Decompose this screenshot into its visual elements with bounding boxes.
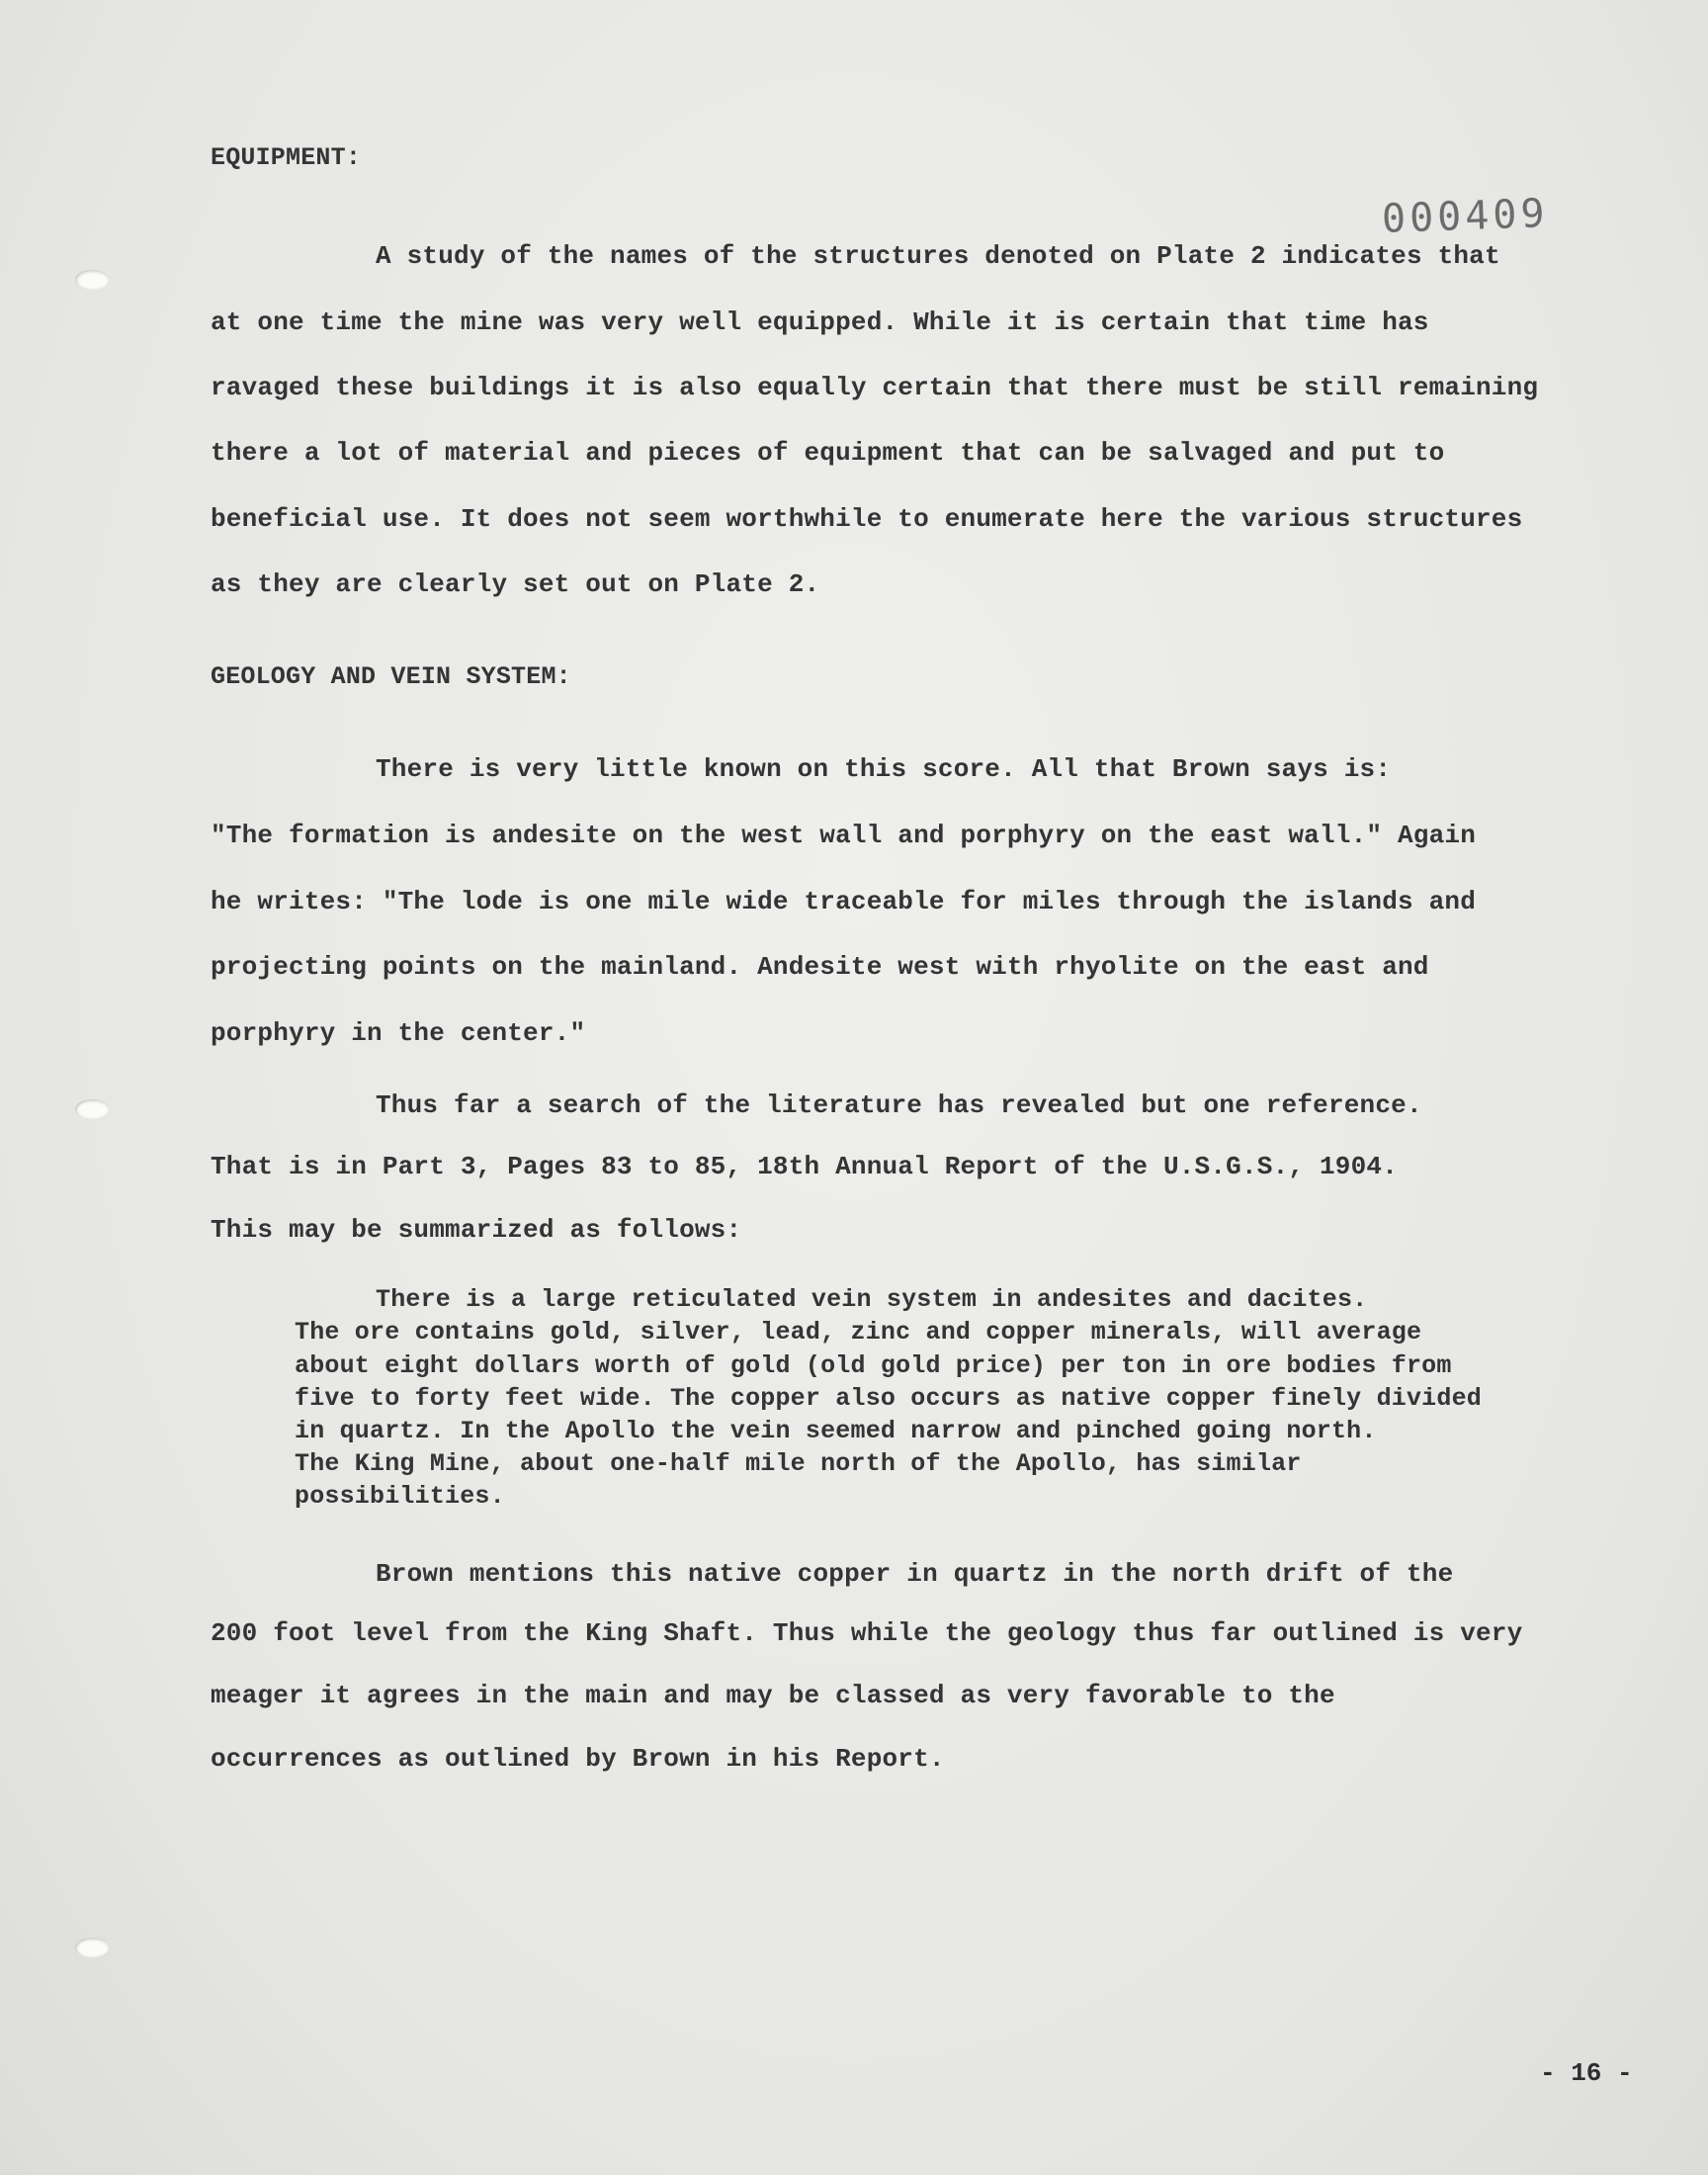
paragraph-line: A study of the names of the structures denoted on Plate 2 indicates that <box>376 241 1500 271</box>
section-heading-geology: GEOLOGY AND VEIN SYSTEM: <box>211 662 571 691</box>
paragraph-line: ravaged these buildings it is also equally certain that there must be still remaining <box>211 373 1539 402</box>
punch-hole <box>75 270 109 290</box>
document-number-stamp: 000409 <box>1381 191 1550 242</box>
paragraph-line: Thus far a search of the literature has revealed but one reference. <box>376 1090 1422 1120</box>
paragraph-line: as they are clearly set out on Plate 2. <box>211 569 820 599</box>
paragraph-line: 200 foot level from the King Shaft. Thus while the geology thus far outlined is very <box>211 1618 1523 1648</box>
punch-hole <box>75 1938 109 1958</box>
paragraph-line: meager it agrees in the main and may be classed as very favorable to the <box>211 1681 1335 1710</box>
block-quote-line: in quartz. In the Apollo the vein seemed narrow and pinched going north. <box>295 1417 1377 1445</box>
block-quote-line: The ore contains gold, silver, lead, zinc and copper minerals, will average <box>295 1318 1422 1347</box>
paragraph-line: there a lot of material and pieces of equipment that can be salvaged and put to <box>211 438 1445 468</box>
section-heading-equipment: EQUIPMENT: <box>211 143 362 172</box>
paragraph-line: "The formation is andesite on the west wall and porphyry on the east wall." Again <box>211 821 1477 850</box>
block-quote-line: The King Mine, about one-half mile north of the Apollo, has similar <box>295 1449 1302 1478</box>
block-quote-line: five to forty feet wide. The copper also occurs as native copper finely divided <box>295 1384 1482 1413</box>
paragraph-line: beneficial use. It does not seem worthwhile to enumerate here the various structures <box>211 504 1523 534</box>
paragraph-line: occurrences as outlined by Brown in his Report. <box>211 1744 945 1774</box>
paragraph-line: This may be summarized as follows: <box>211 1215 742 1245</box>
block-quote-line: There is a large reticulated vein system in andesites and dacites. <box>376 1285 1368 1314</box>
paragraph-line: There is very little known on this score. All that Brown says is: <box>376 754 1392 784</box>
paragraph-line: porphyry in the center." <box>211 1018 586 1048</box>
block-quote-line: about eight dollars worth of gold (old gold price) per ton in ore bodies from <box>295 1351 1452 1380</box>
punch-hole <box>75 1099 109 1119</box>
paragraph-line: he writes: "The lode is one mile wide traceable for miles through the islands and <box>211 887 1477 916</box>
page-number: - 16 - <box>1540 2058 1633 2088</box>
paragraph-line: projecting points on the mainland. Andesite west with rhyolite on the east and <box>211 952 1429 982</box>
paragraph-line: Brown mentions this native copper in quartz in the north drift of the <box>376 1559 1454 1589</box>
paragraph-line: at one time the mine was very well equipped. While it is certain that time has <box>211 307 1429 337</box>
paragraph-line: That is in Part 3, Pages 83 to 85, 18th Annual Report of the U.S.G.S., 1904. <box>211 1152 1398 1181</box>
block-quote-line: possibilities. <box>295 1482 505 1511</box>
